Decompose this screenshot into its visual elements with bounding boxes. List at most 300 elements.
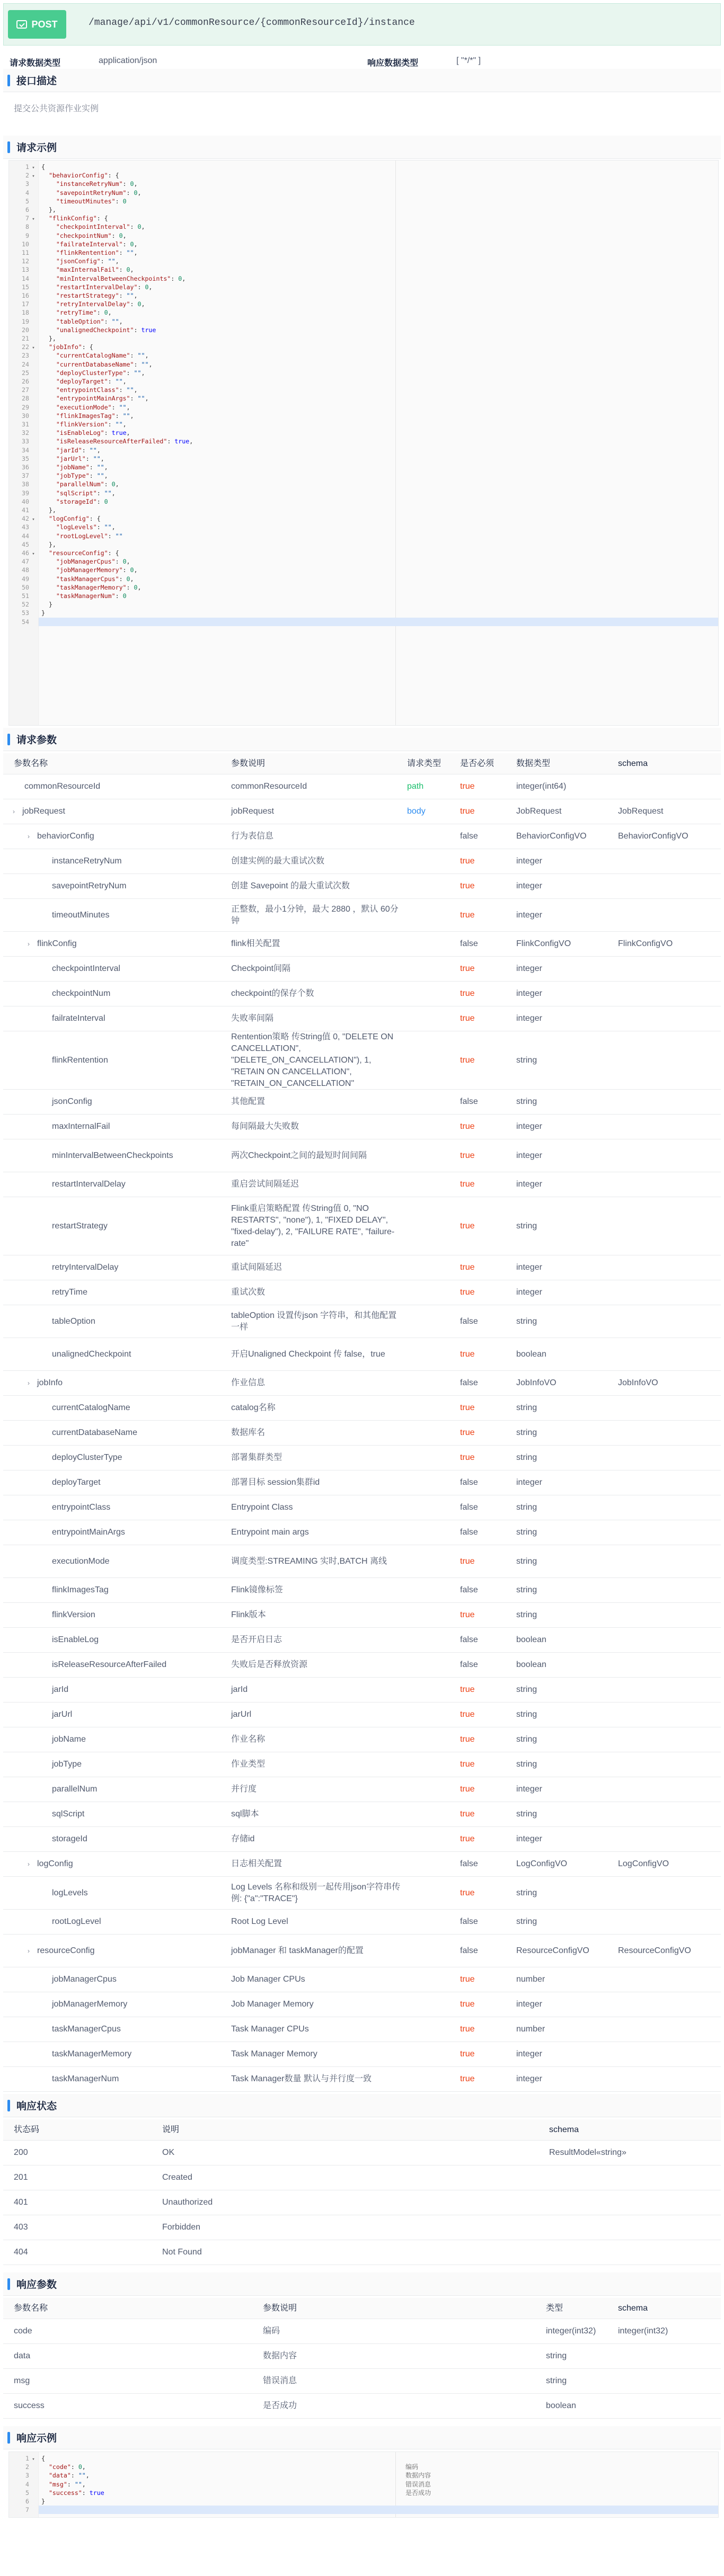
param-type: string <box>516 1316 537 1326</box>
param-req: true <box>460 1014 475 1023</box>
code-line <box>9 222 718 231</box>
param-req: true <box>460 1428 475 1437</box>
line-number: 15 <box>22 283 29 291</box>
param-type: LogConfigVO <box>516 1859 568 1868</box>
code-text: "flinkConfig": { <box>48 215 108 222</box>
line-number: 20 <box>22 326 29 334</box>
code-text: "isEnableLog": true, <box>56 429 130 437</box>
line-number: 17 <box>22 300 29 308</box>
section-req-example-title: 请求示例 <box>16 142 57 154</box>
param-type: string <box>516 1685 537 1694</box>
param-name: rootLogLevel <box>52 1917 101 1926</box>
code-text: "instanceRetryNum": 0, <box>56 180 138 188</box>
code-line <box>9 2506 718 2514</box>
param-row <box>3 1139 721 1172</box>
param-desc: 作业类型 <box>231 1760 266 1769</box>
param-name: isEnableLog <box>52 1635 99 1644</box>
resp-header-cell: 参数说明 <box>263 2303 297 2313</box>
param-req: true <box>460 1888 475 1897</box>
status-code: 401 <box>14 2198 28 2207</box>
code-comment: 数据内容 <box>405 2472 431 2480</box>
code-line <box>9 540 718 549</box>
param-row <box>3 1031 721 1090</box>
line-number: 24 <box>22 360 29 368</box>
expand-chevron-icon[interactable]: › <box>28 1379 30 1387</box>
code-text: } <box>38 609 45 617</box>
param-req: false <box>460 1660 478 1669</box>
status-row <box>3 2215 721 2240</box>
code-text: "storageId": 0 <box>56 497 108 505</box>
param-desc: 数据库名 <box>231 1428 266 1437</box>
line-number: 3 <box>25 2472 29 2480</box>
param-req: false <box>460 1503 478 1512</box>
line-number: 34 <box>22 446 29 454</box>
param-desc: Entrypoint main args <box>231 1528 309 1537</box>
code-line <box>9 326 718 334</box>
code-line <box>9 351 718 360</box>
code-line <box>9 489 718 497</box>
param-req: false <box>460 1585 478 1594</box>
code-line <box>9 506 718 514</box>
param-desc: jarUrl <box>231 1710 252 1719</box>
param-row <box>3 2067 721 2092</box>
code-text: "entrypointMainArgs": "", <box>56 395 149 403</box>
param-row <box>3 1470 721 1495</box>
line-number: 13 <box>22 266 29 274</box>
section-req-example <box>3 136 721 159</box>
param-name: isReleaseResourceAfterFailed <box>52 1660 167 1669</box>
param-type: integer <box>516 989 542 998</box>
post-method-badge <box>8 10 66 39</box>
param-req: true <box>460 1556 475 1566</box>
param-row <box>3 1703 721 1727</box>
param-name: storageId <box>52 1834 87 1843</box>
param-name: entrypointMainArgs <box>52 1528 125 1537</box>
param-req: true <box>460 2000 475 2009</box>
line-number: 8 <box>25 223 29 231</box>
code-line <box>9 2454 718 2463</box>
code-line <box>9 163 718 171</box>
code-text: "taskManagerCpus": 0, <box>56 575 134 583</box>
section-desc <box>3 69 721 92</box>
code-text: "success": true <box>48 2489 104 2497</box>
line-number: 37 <box>22 472 29 480</box>
line-number: 6 <box>25 2498 29 2505</box>
param-name: minIntervalBetweenCheckpoints <box>52 1151 173 1160</box>
param-type: number <box>516 2025 545 2034</box>
code-text: "jobManagerCpus": 0, <box>56 558 130 566</box>
expand-chevron-icon[interactable]: › <box>28 1947 30 1955</box>
param-desc: 开启Unaligned Checkpoint 传 false，true <box>231 1349 385 1359</box>
param-row <box>3 1877 721 1910</box>
param-row <box>3 1396 721 1421</box>
resp-desc: 是否成功 <box>263 2401 297 2410</box>
status-row <box>3 2190 721 2215</box>
code-line <box>9 386 718 394</box>
param-desc: Flink镜像标签 <box>231 1585 283 1594</box>
param-req: true <box>460 1834 475 1843</box>
param-type: integer <box>516 910 542 920</box>
code-line <box>9 2471 718 2480</box>
param-row[interactable] <box>3 1935 721 1967</box>
param-desc: Flink重启策略配置 传String值 0, "NO RESTARTS", "none"), 1, "FIXED DELAY", "fixed-delay"), 2, "FAILURE RATE", "failure-rate" <box>231 1204 395 1248</box>
param-req: true <box>460 782 475 791</box>
code-line <box>9 206 718 214</box>
code-text: "entrypointClass": "", <box>56 386 138 394</box>
param-type: integer <box>516 1122 542 1131</box>
code-text: "timeoutMinutes": 0 <box>56 197 127 205</box>
param-row <box>3 982 721 1006</box>
code-line <box>9 214 718 222</box>
param-row <box>3 1727 721 1752</box>
status-row <box>3 2141 721 2165</box>
code-text: "data": "", <box>48 2472 90 2480</box>
param-req: true <box>460 1403 475 1412</box>
fold-toggle-icon[interactable]: ▾ <box>32 165 35 171</box>
code-line <box>9 180 718 188</box>
param-name: timeoutMinutes <box>52 910 110 920</box>
line-number: 2 <box>25 172 29 180</box>
params-header-cell: 参数说明 <box>231 759 266 768</box>
code-line <box>9 171 718 180</box>
param-type: string <box>516 1528 537 1537</box>
param-req: true <box>460 881 475 890</box>
status-desc: OK <box>162 2148 175 2157</box>
code-text: "currentCatalogName": "", <box>56 352 149 360</box>
fold-toggle-icon[interactable]: ▾ <box>32 551 35 557</box>
param-row <box>3 1338 721 1371</box>
param-req: true <box>460 1610 475 1619</box>
code-text: "unalignedCheckpoint": true <box>56 326 156 334</box>
code-line <box>9 360 718 369</box>
line-number: 4 <box>25 189 29 197</box>
line-number: 23 <box>22 352 29 360</box>
param-name: taskManagerMemory <box>52 2049 132 2058</box>
param-row[interactable] <box>3 932 721 957</box>
param-name: checkpointNum <box>52 989 111 998</box>
param-desc: jobRequest <box>231 807 274 816</box>
param-type: string <box>516 1917 537 1926</box>
code-line <box>9 420 718 429</box>
code-line <box>9 300 718 308</box>
param-desc: Task Manager数量 默认与并行度一致 <box>231 2074 372 2083</box>
param-type: integer <box>516 1151 542 1160</box>
line-number: 42 <box>22 515 29 523</box>
line-number: 29 <box>22 403 29 411</box>
section-resp-params-title: 响应参数 <box>16 2279 57 2290</box>
status-desc: Not Found <box>162 2248 202 2257</box>
code-line <box>9 2489 718 2497</box>
code-line <box>9 189 718 197</box>
params-header-row <box>3 753 721 774</box>
param-desc: 其他配置 <box>231 1097 266 1106</box>
expand-chevron-icon[interactable]: › <box>28 833 30 840</box>
param-desc: flink相关配置 <box>231 939 280 948</box>
code-text: "restartIntervalDelay": 0, <box>56 283 153 291</box>
param-req: true <box>460 1760 475 1769</box>
resp-type: string <box>546 2351 567 2360</box>
param-req: false <box>460 1378 478 1387</box>
code-line <box>9 343 718 351</box>
line-number: 7 <box>25 2506 29 2514</box>
param-req: false <box>460 1528 478 1537</box>
params-header-cell: 请求类型 <box>407 759 442 768</box>
line-number: 11 <box>22 249 29 256</box>
param-desc: 创建实例的最大重试次数 <box>231 857 325 866</box>
line-number: 46 <box>22 549 29 557</box>
param-name: jarUrl <box>52 1710 73 1719</box>
code-text: "minIntervalBetweenCheckpoints": 0, <box>56 274 186 282</box>
status-header-cell: 状态码 <box>14 2125 40 2134</box>
line-number: 48 <box>22 566 29 574</box>
expand-chevron-icon[interactable]: › <box>28 940 30 948</box>
param-req: true <box>460 1288 475 1297</box>
status-code: 200 <box>14 2148 28 2157</box>
line-number: 54 <box>22 618 29 626</box>
param-type: string <box>516 1097 537 1106</box>
code-text: "executionMode": "", <box>56 403 130 411</box>
param-req: true <box>460 1785 475 1794</box>
param-name: tableOption <box>52 1316 95 1326</box>
param-name: entrypointClass <box>52 1503 111 1512</box>
code-text: "currentDatabaseName": "", <box>56 360 153 368</box>
resp-type: integer(int32) <box>546 2327 596 2336</box>
line-number: 27 <box>22 386 29 394</box>
line-number: 30 <box>22 412 29 420</box>
param-req: true <box>460 1975 475 1984</box>
line-number: 7 <box>25 215 29 222</box>
line-number: 10 <box>22 240 29 248</box>
code-text: "savepointRetryNum": 0, <box>56 189 142 197</box>
code-text: "jarUrl": "", <box>56 454 104 462</box>
line-number: 47 <box>22 558 29 566</box>
code-line <box>9 231 718 240</box>
param-name: deployClusterType <box>52 1453 122 1462</box>
param-type: integer <box>516 1014 542 1023</box>
param-name: taskManagerNum <box>52 2074 119 2083</box>
param-type: integer <box>516 1834 542 1843</box>
request-example-editor[interactable] <box>8 160 719 726</box>
resp-row <box>3 2319 721 2344</box>
param-row <box>3 1090 721 1115</box>
code-line <box>9 480 718 488</box>
status-row <box>3 2165 721 2190</box>
fold-toggle-icon[interactable]: ▾ <box>32 174 35 180</box>
api-description: 提交公共资源作业实例 <box>14 104 99 113</box>
param-row[interactable] <box>3 1852 721 1877</box>
param-row <box>3 1421 721 1446</box>
code-line <box>9 429 718 437</box>
code-line <box>9 514 718 523</box>
line-number: 5 <box>25 2489 29 2497</box>
param-name: logConfig <box>37 1859 73 1868</box>
param-name: behaviorConfig <box>37 832 94 841</box>
param-name: currentDatabaseName <box>52 1428 137 1437</box>
param-desc: 两次Checkpoint之间的最短时间间隔 <box>231 1151 367 1160</box>
response-example-editor[interactable] <box>8 2452 719 2518</box>
code-line <box>9 394 718 403</box>
code-text: "code": 0, <box>48 2463 86 2471</box>
resp-type: string <box>546 2376 567 2385</box>
param-desc: 作业信息 <box>231 1378 266 1387</box>
code-line <box>9 257 718 265</box>
param-row <box>3 774 721 799</box>
param-desc: sql脚本 <box>231 1810 259 1819</box>
line-number: 2 <box>25 2463 29 2471</box>
param-row <box>3 1255 721 1280</box>
fold-toggle-icon[interactable]: ▾ <box>32 517 35 523</box>
code-text: "deployClusterType": "", <box>56 369 145 377</box>
param-row <box>3 2042 721 2067</box>
param-name: restartStrategy <box>52 1221 108 1231</box>
param-req: true <box>460 1122 475 1131</box>
code-line <box>9 575 718 583</box>
param-name: sqlScript <box>52 1810 85 1819</box>
line-number: 36 <box>22 463 29 471</box>
status-header-row <box>3 2119 721 2141</box>
line-number: 5 <box>25 197 29 205</box>
param-name: jobName <box>52 1735 86 1744</box>
code-line <box>9 2497 718 2506</box>
code-text: "flinkVersion": "", <box>56 421 127 428</box>
param-desc: 是否开启日志 <box>231 1635 282 1644</box>
param-desc: 存储id <box>231 1834 255 1843</box>
status-code: 404 <box>14 2248 28 2257</box>
param-row <box>3 874 721 899</box>
resp-name: msg <box>14 2376 30 2385</box>
resp-header-row <box>3 2298 721 2319</box>
param-type: integer <box>516 881 542 890</box>
resp-type-label: 响应数据类型 <box>367 59 419 68</box>
code-text: "flinkRentention": "", <box>56 249 138 256</box>
resp-type-value: [ "*/*" ] <box>456 56 481 65</box>
fold-toggle-icon[interactable]: ▾ <box>32 345 35 351</box>
param-name: retryIntervalDelay <box>52 1263 119 1272</box>
code-line <box>9 265 718 274</box>
fold-toggle-icon[interactable]: ▾ <box>32 2457 35 2462</box>
line-number: 39 <box>22 489 29 497</box>
param-req: true <box>460 857 475 866</box>
param-row[interactable] <box>3 824 721 849</box>
endpoint-bar[interactable] <box>3 3 721 46</box>
line-number: 35 <box>22 454 29 462</box>
param-row <box>3 899 721 932</box>
line-number: 9 <box>25 231 29 239</box>
param-row <box>3 1520 721 1545</box>
expand-chevron-icon[interactable]: › <box>13 808 15 815</box>
code-text: "logConfig": { <box>48 515 101 523</box>
param-type: integer <box>516 1478 542 1487</box>
params-header-cell: schema <box>618 759 648 768</box>
line-number: 44 <box>22 532 29 540</box>
param-name: flinkVersion <box>52 1610 95 1619</box>
line-number: 41 <box>22 506 29 514</box>
param-row <box>3 1827 721 1852</box>
code-text: "rootLogLevel": "" <box>56 532 123 540</box>
param-desc: Flink版本 <box>231 1610 266 1619</box>
line-number: 51 <box>22 592 29 600</box>
param-req: true <box>460 910 475 920</box>
code-line <box>9 240 718 248</box>
code-line <box>9 471 718 480</box>
param-req: false <box>460 1946 478 1955</box>
param-row <box>3 1678 721 1703</box>
section-req-params-title: 请求参数 <box>16 735 57 746</box>
param-desc: 创建 Savepoint 的最大重试次数 <box>231 881 350 890</box>
param-req: true <box>460 1221 475 1231</box>
fold-toggle-icon[interactable]: ▾ <box>32 217 35 222</box>
param-desc: 部署集群类型 <box>231 1453 282 1462</box>
resp-name: success <box>14 2401 45 2410</box>
section-req-params <box>3 728 721 751</box>
param-desc: 失败率间隔 <box>231 1014 274 1023</box>
param-name: jarId <box>52 1685 69 1694</box>
param-name: savepointRetryNum <box>52 881 127 890</box>
code-line <box>9 283 718 291</box>
param-row[interactable] <box>3 799 721 824</box>
param-desc: Checkpoint间隔 <box>231 964 291 973</box>
param-row <box>3 1280 721 1305</box>
param-desc: jarId <box>231 1685 248 1694</box>
code-text: "msg": "", <box>48 2480 86 2488</box>
param-desc: 作业名称 <box>231 1735 266 1744</box>
status-code: 403 <box>14 2223 28 2232</box>
code-text: "taskManagerMemory": 0, <box>56 583 142 591</box>
param-req: false <box>460 1859 478 1868</box>
param-name: instanceRetryNum <box>52 857 122 866</box>
method-label: POST <box>31 19 58 30</box>
code-line <box>9 412 718 420</box>
line-number: 25 <box>22 369 29 377</box>
line-number: 52 <box>22 601 29 609</box>
code-text: }, <box>38 540 56 548</box>
code-line <box>9 609 718 617</box>
param-req: false <box>460 1316 478 1326</box>
check-square-icon <box>16 20 27 29</box>
param-name: flinkImagesTag <box>52 1585 109 1594</box>
code-line <box>9 308 718 317</box>
param-type: string <box>516 1760 537 1769</box>
param-desc: commonResourceId <box>231 782 307 791</box>
param-row <box>3 1802 721 1827</box>
expand-chevron-icon[interactable]: › <box>28 1860 30 1868</box>
param-row <box>3 1545 721 1578</box>
param-type: integer <box>516 1785 542 1794</box>
param-name: resourceConfig <box>37 1946 95 1955</box>
code-line <box>9 497 718 506</box>
line-number: 32 <box>22 429 29 437</box>
param-type: string <box>516 1556 537 1566</box>
param-req: true <box>460 1453 475 1462</box>
param-row <box>3 849 721 874</box>
line-number: 12 <box>22 257 29 265</box>
param-name: flinkRentention <box>52 1055 108 1065</box>
param-row <box>3 1603 721 1628</box>
param-name: jsonConfig <box>52 1097 92 1106</box>
code-line <box>9 454 718 463</box>
param-desc: 正整数，最小1分钟，最大 2880 ，默认 60分钟 <box>231 904 399 925</box>
param-name: jobManagerMemory <box>52 2000 128 2009</box>
param-desc: 并行度 <box>231 1785 257 1794</box>
code-text: "jobInfo": { <box>48 343 93 351</box>
code-text: "restartStrategy": "", <box>56 292 138 299</box>
param-desc: 行为表信息 <box>231 832 274 841</box>
param-type: BehaviorConfigVO <box>516 832 587 841</box>
param-row[interactable] <box>3 1371 721 1396</box>
param-req: true <box>460 807 475 816</box>
param-desc: Task Manager Memory <box>231 2049 317 2058</box>
param-desc: 日志相关配置 <box>231 1859 282 1868</box>
